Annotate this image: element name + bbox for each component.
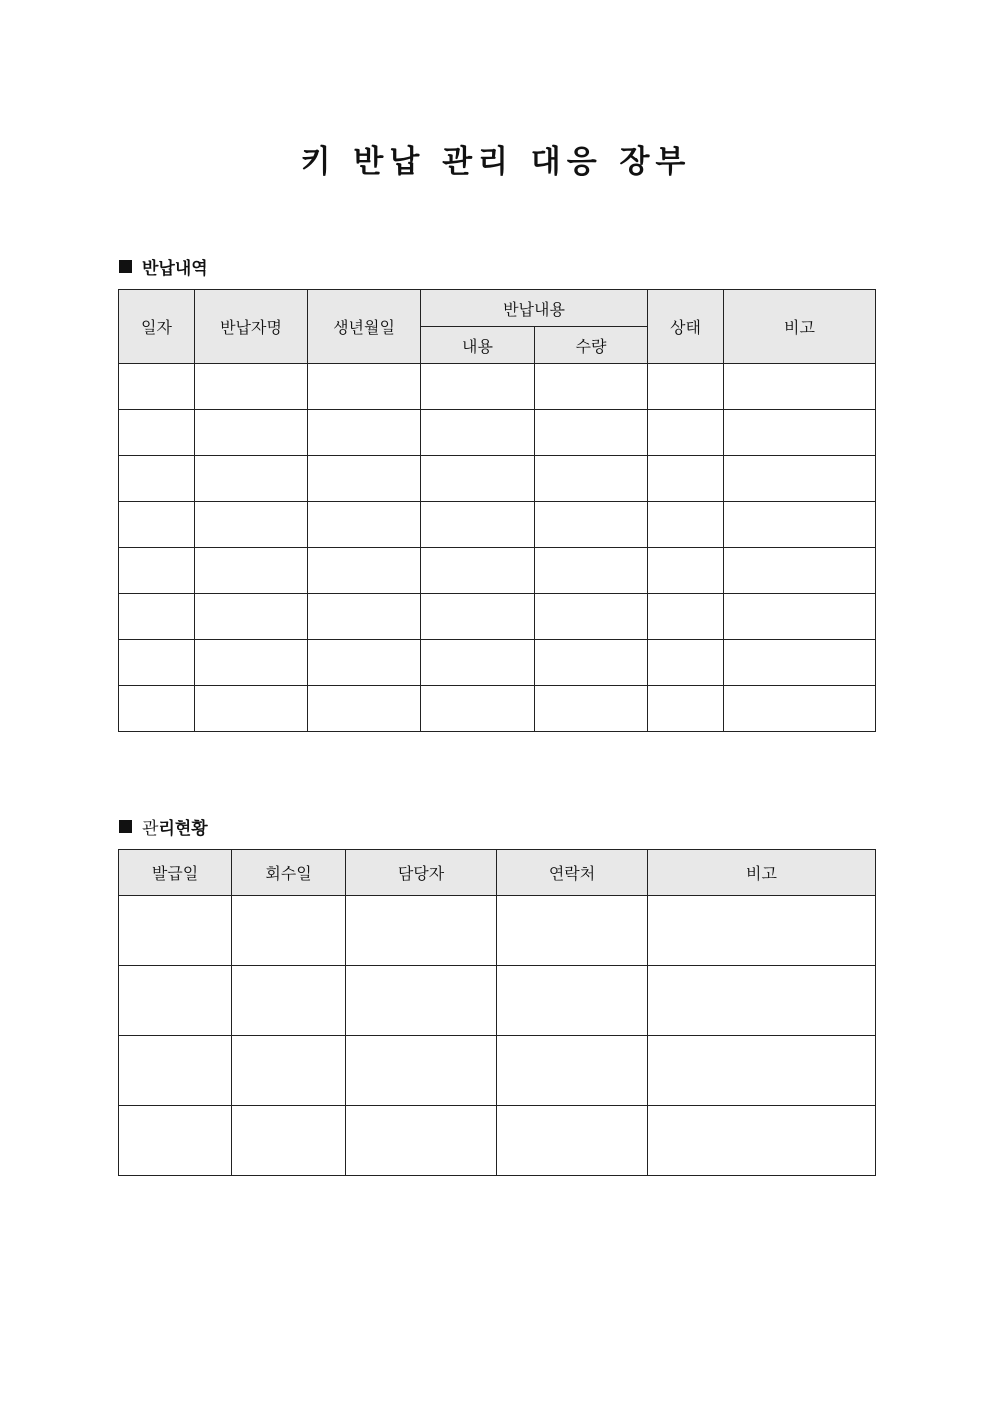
table-cell[interactable]: [648, 1036, 876, 1106]
return-history-body: [119, 364, 876, 732]
table-cell[interactable]: [421, 640, 535, 686]
table-cell[interactable]: [232, 896, 346, 966]
table-row: [119, 456, 876, 502]
col-header-issue-date: 발급일: [119, 850, 232, 896]
table-cell[interactable]: [648, 896, 876, 966]
table-cell[interactable]: [535, 548, 648, 594]
table-cell[interactable]: [421, 686, 535, 732]
col-header-contact: 연락처: [497, 850, 648, 896]
table-cell[interactable]: [421, 456, 535, 502]
table-row: [119, 1106, 876, 1176]
table-row: [119, 594, 876, 640]
table-row: [119, 686, 876, 732]
table-cell[interactable]: [308, 502, 421, 548]
return-section-title: 반납내역: [142, 259, 208, 279]
col-header-remarks: 비고: [648, 850, 876, 896]
table-cell[interactable]: [535, 686, 648, 732]
management-status-body: [119, 896, 876, 1176]
table-cell[interactable]: [535, 594, 648, 640]
management-section-heading: [119, 814, 208, 839]
table-cell[interactable]: [308, 410, 421, 456]
table-cell[interactable]: [648, 594, 724, 640]
table-cell[interactable]: [119, 594, 195, 640]
table-row: [119, 364, 876, 410]
table-cell[interactable]: [421, 410, 535, 456]
table-cell[interactable]: [648, 364, 724, 410]
table-cell[interactable]: [232, 966, 346, 1036]
table-cell[interactable]: [535, 364, 648, 410]
col-header-birth-date: 생년월일: [308, 290, 421, 364]
table-cell[interactable]: [195, 640, 308, 686]
table-cell[interactable]: [648, 1106, 876, 1176]
col-header-date: 일자: [119, 290, 195, 364]
table-cell[interactable]: [724, 594, 876, 640]
table-cell[interactable]: [346, 896, 497, 966]
table-cell[interactable]: [346, 1106, 497, 1176]
table-cell[interactable]: [724, 364, 876, 410]
table-cell[interactable]: [119, 1036, 232, 1106]
table-cell[interactable]: [119, 1106, 232, 1176]
col-header-collect-date: 회수일: [232, 850, 346, 896]
table-cell[interactable]: [346, 1036, 497, 1106]
table-cell[interactable]: [232, 1036, 346, 1106]
table-cell[interactable]: [535, 640, 648, 686]
table-cell[interactable]: [195, 410, 308, 456]
col-header-status: 상태: [648, 290, 724, 364]
table-cell[interactable]: [119, 548, 195, 594]
table-cell[interactable]: [648, 410, 724, 456]
table-cell[interactable]: [421, 364, 535, 410]
table-cell[interactable]: [119, 456, 195, 502]
table-cell[interactable]: [535, 456, 648, 502]
management-section-title-light: 관: [142, 819, 159, 839]
table-row: [119, 896, 876, 966]
document-title: 키 반납 관리 대응 장부: [300, 144, 692, 180]
table-cell[interactable]: [195, 594, 308, 640]
col-header-remarks: 비고: [724, 290, 876, 364]
table-cell[interactable]: [421, 594, 535, 640]
table-cell[interactable]: [497, 896, 648, 966]
table-cell[interactable]: [232, 1106, 346, 1176]
table-cell[interactable]: [195, 456, 308, 502]
table-cell[interactable]: [195, 364, 308, 410]
table-cell[interactable]: [724, 456, 876, 502]
table-row: [119, 502, 876, 548]
table-cell[interactable]: [421, 502, 535, 548]
table-row: [119, 966, 876, 1036]
table-cell[interactable]: [724, 640, 876, 686]
table-cell[interactable]: [308, 640, 421, 686]
square-bullet-icon: [119, 820, 132, 833]
table-cell[interactable]: [497, 1036, 648, 1106]
table-cell[interactable]: [308, 686, 421, 732]
table-cell[interactable]: [308, 456, 421, 502]
table-cell[interactable]: [119, 966, 232, 1036]
table-cell[interactable]: [195, 502, 308, 548]
table-cell[interactable]: [119, 896, 232, 966]
table-cell[interactable]: [648, 548, 724, 594]
table-cell[interactable]: [724, 548, 876, 594]
table-cell[interactable]: [497, 1106, 648, 1176]
return-history-table: [118, 289, 876, 732]
table-cell[interactable]: [308, 594, 421, 640]
col-header-manager: 담당자: [346, 850, 497, 896]
table-cell[interactable]: [724, 410, 876, 456]
table-row: [119, 548, 876, 594]
col-header-quantity: 수량: [535, 327, 648, 364]
table-cell[interactable]: [648, 456, 724, 502]
table-cell[interactable]: [535, 410, 648, 456]
table-row: [119, 410, 876, 456]
table-cell[interactable]: [308, 548, 421, 594]
table-cell[interactable]: [724, 686, 876, 732]
table-cell[interactable]: [421, 548, 535, 594]
table-cell[interactable]: [724, 502, 876, 548]
return-section-heading: [119, 254, 208, 279]
table-cell[interactable]: [346, 966, 497, 1036]
table-cell[interactable]: [119, 640, 195, 686]
table-cell[interactable]: [119, 410, 195, 456]
management-status-table: [118, 849, 876, 1176]
table-cell[interactable]: [648, 502, 724, 548]
table-cell[interactable]: [648, 640, 724, 686]
management-section-title-bold: 리현황: [158, 819, 208, 839]
table-cell[interactable]: [195, 686, 308, 732]
col-header-returner-name: 반납자명: [195, 290, 308, 364]
table-cell[interactable]: [648, 966, 876, 1036]
table-cell[interactable]: [119, 686, 195, 732]
square-bullet-icon: [119, 260, 132, 273]
col-header-return-content-group: 반납내용: [421, 290, 648, 327]
col-header-content: 내용: [421, 327, 535, 364]
table-cell[interactable]: [308, 364, 421, 410]
table-cell[interactable]: [497, 966, 648, 1036]
table-cell[interactable]: [535, 502, 648, 548]
table-cell[interactable]: [119, 364, 195, 410]
table-cell[interactable]: [648, 686, 724, 732]
table-cell[interactable]: [195, 548, 308, 594]
table-row: [119, 1036, 876, 1106]
table-row: [119, 640, 876, 686]
table-cell[interactable]: [119, 502, 195, 548]
